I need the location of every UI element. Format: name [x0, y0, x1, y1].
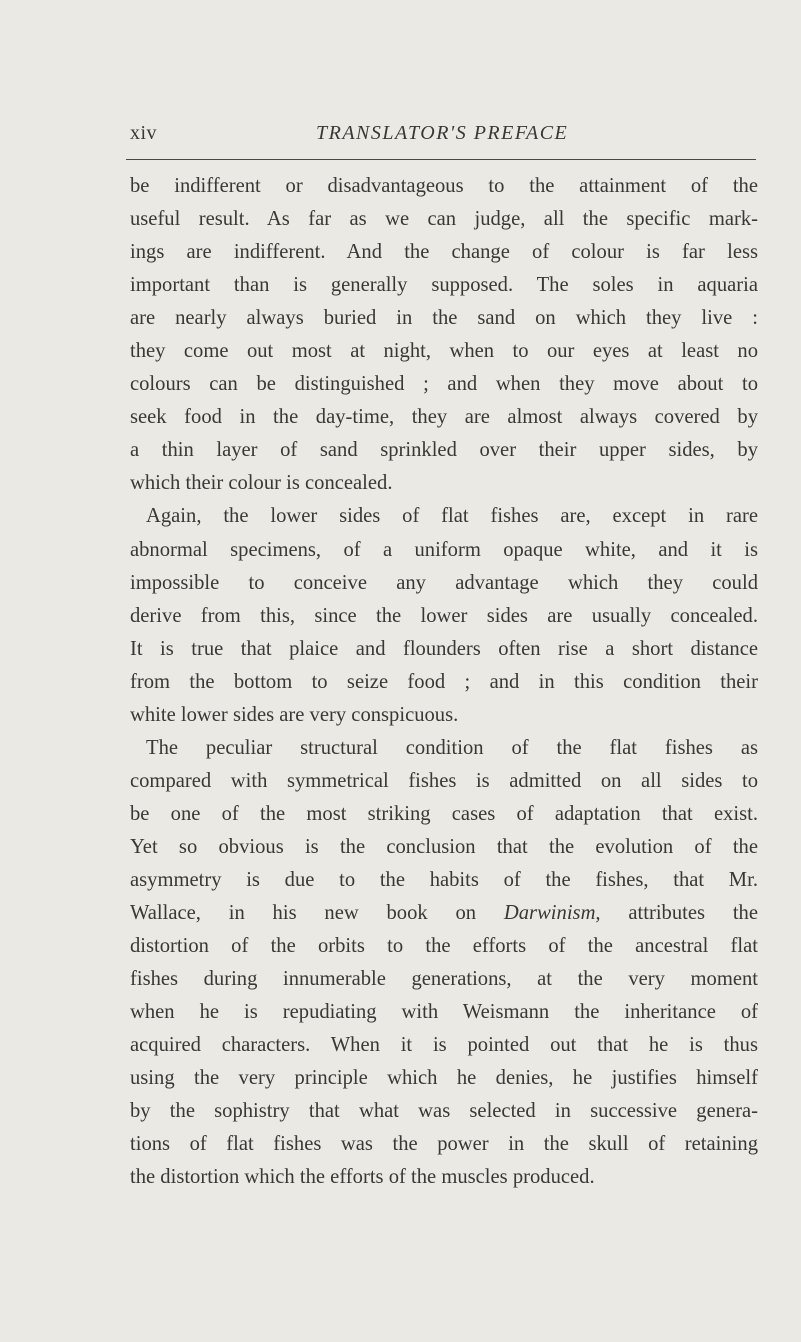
text-line: when he is repudiating with Weismann the inheritance of — [130, 1001, 758, 1024]
paragraph-start-line: Again, the lower sides of flat fishes are, except in rare — [146, 505, 758, 528]
text-line: asymmetry is due to the habits of the fishes, that Mr. — [130, 868, 758, 891]
text-line: useful result. As far as we can judge, all the specific mark- — [130, 208, 758, 231]
text-line: impossible to conceive any advantage which they could — [130, 571, 758, 594]
text-line: compared with symmetrical fishes is admitted on all sides to — [130, 769, 758, 792]
text-line: from the bottom to seize food ; and in this condition their — [130, 670, 758, 693]
page-header — [126, 118, 756, 158]
text-line: seek food in the day-time, they are almost always covered by — [130, 406, 758, 429]
page-number: xiv — [130, 122, 158, 144]
text-line: colours can be distinguished ; and when they move about to — [130, 373, 758, 396]
book-title-darwinism: Darwinism, — [503, 902, 601, 925]
text-line: a thin layer of sand sprinkled over their upper sides, by — [130, 439, 758, 462]
text-segment: attributes the — [600, 902, 758, 925]
text-line: tions of flat fishes was the power in the skull of retaining — [130, 1133, 758, 1156]
body-text — [130, 170, 758, 1194]
text-line-with-book-title — [130, 897, 758, 930]
text-line: ings are indifferent. And the change of colour is far less — [130, 241, 758, 264]
text-line: fishes during innumerable generations, at the very moment — [130, 968, 758, 991]
text-line: they come out most at night, when to our eyes at least no — [130, 340, 758, 363]
text-line: using the very principle which he denies, he justifies himself — [130, 1067, 758, 1090]
header-rule — [126, 159, 756, 160]
text-line: abnormal specimens, of a uniform opaque white, and it is — [130, 538, 758, 561]
paragraph-start-line: The peculiar structural condition of the flat fishes as — [146, 736, 758, 759]
text-line: be one of the most striking cases of adaptation that exist. — [130, 802, 758, 825]
paragraph-end-line: which their colour is concealed. — [130, 472, 393, 495]
text-line: It is true that plaice and flounders often rise a short distance — [130, 637, 758, 660]
text-line: the distortion which the efforts of the muscles produced. — [130, 1166, 595, 1189]
text-line: are nearly always buried in the sand on which they live : — [130, 307, 758, 330]
text-segment: Wallace, in his new book on — [130, 902, 504, 925]
text-line: distortion of the orbits to the efforts of the ancestral flat — [130, 935, 758, 958]
paragraph-end-line: white lower sides are very conspicuous. — [130, 703, 459, 726]
text-line: Yet so obvious is the conclusion that the evolution of the — [130, 835, 758, 858]
text-line: acquired characters. When it is pointed out that he is thus — [130, 1034, 758, 1057]
running-title: TRANSLATOR'S PREFACE — [316, 122, 569, 144]
text-line: by the sophistry that what was selected in successive genera- — [130, 1100, 758, 1123]
text-line: be indifferent or disadvantageous to the attainment of the — [130, 175, 758, 197]
text-line: derive from this, since the lower sides are usually concealed. — [130, 604, 758, 627]
text-line: important than is generally supposed. The soles in aquaria — [130, 274, 758, 297]
